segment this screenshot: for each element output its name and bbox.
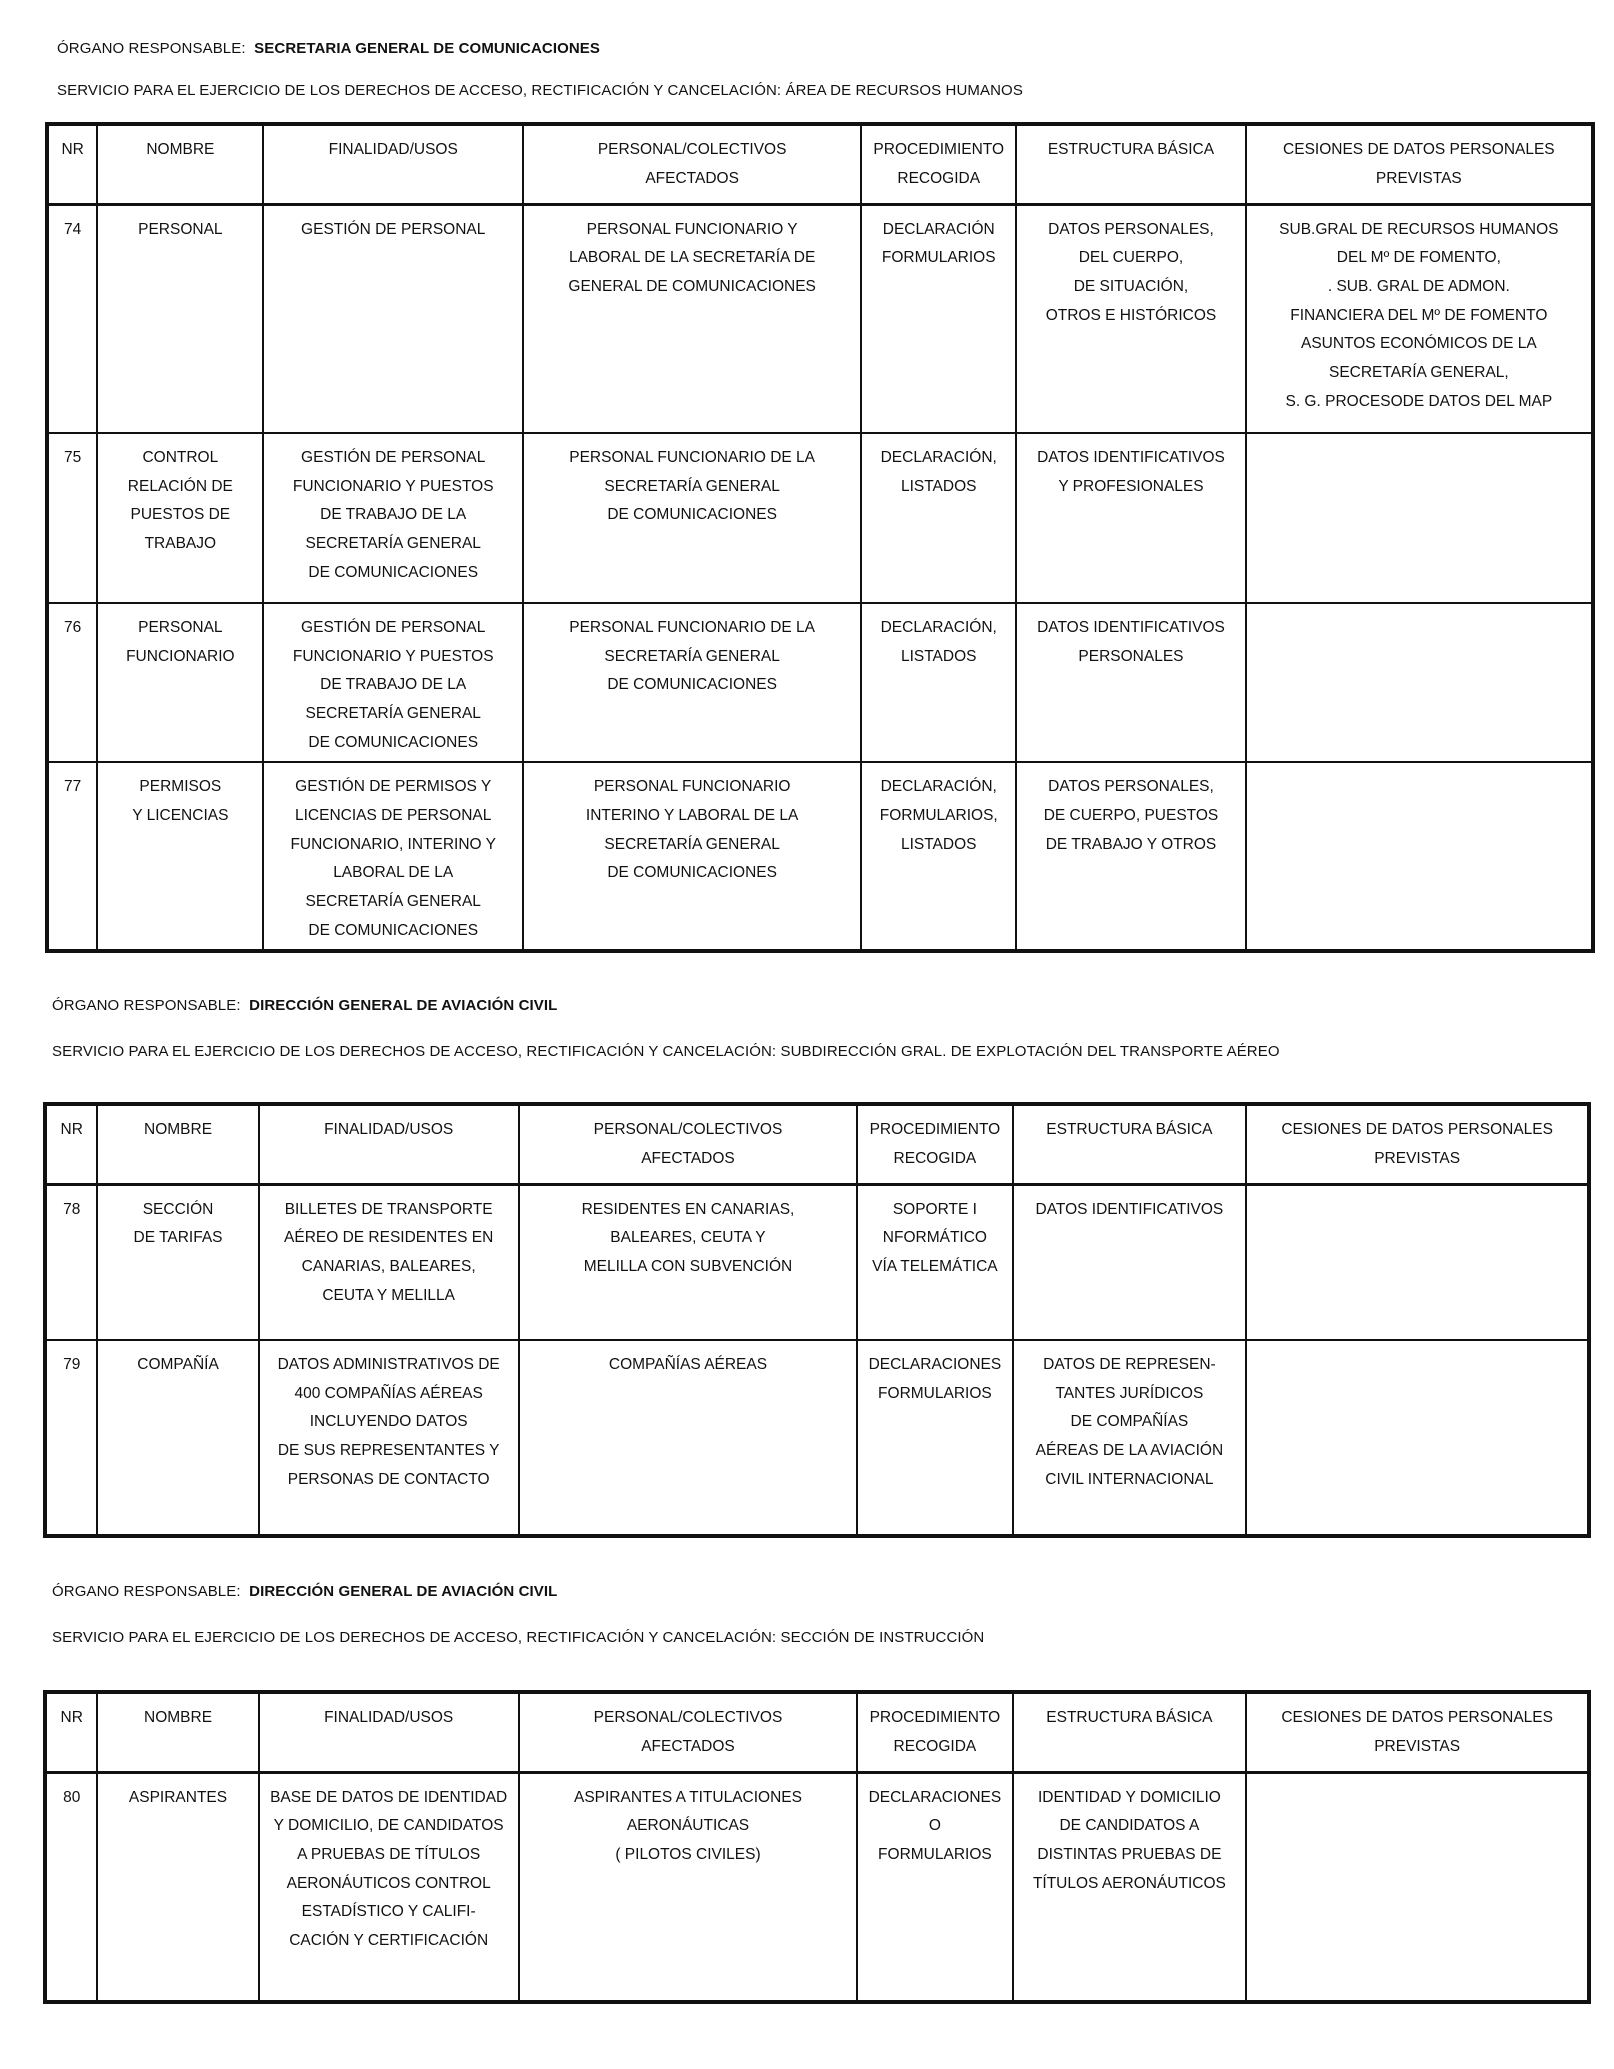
cell-nr: [45, 1340, 97, 1536]
cell-text: FUNCIONARIO, INTERINO Y: [290, 835, 496, 853]
column-header-nombre: [97, 1104, 258, 1184]
header-text: ESTRUCTURA BÁSICA: [1046, 1709, 1213, 1726]
header-text: FINALIDAD/USOS: [328, 141, 458, 158]
cell-text: DE TRABAJO Y OTROS: [1045, 835, 1217, 853]
column-header-finalidad-usos: [263, 124, 523, 204]
cell-text: PERMISOS: [139, 778, 222, 796]
cell-finalidad-usos: [263, 762, 523, 951]
table-row: [47, 204, 1593, 433]
cell-text: GESTIÓN DE PERMISOS Y: [295, 778, 492, 796]
column-header-nr: [45, 1104, 97, 1184]
header-text: NOMBRE: [146, 141, 215, 158]
cell-personal-colectivos: [523, 762, 861, 951]
cell-text: 76: [64, 619, 82, 636]
cell-text: AÉREAS DE LA AVIACIÓN: [1035, 1442, 1224, 1460]
header-text: RECOGIDA: [897, 169, 981, 187]
cell-procedimiento-recogida: [857, 1340, 1012, 1536]
cell-finalidad-usos: [263, 433, 523, 603]
cell-text: SECRETARÍA GENERAL: [305, 705, 481, 723]
header-text: CESIONES DE DATOS PERSONALES: [1281, 1121, 1553, 1138]
cell-estructura-basica: [1013, 1772, 1247, 2002]
header-text: NOMBRE: [144, 1121, 213, 1138]
cell-text: TÍTULOS AERONÁUTICOS: [1032, 1874, 1226, 1892]
cell-nombre: [97, 1772, 258, 2002]
column-header-estructura-basica: [1013, 1104, 1247, 1184]
cell-text: DECLARACIONES: [868, 1788, 1002, 1806]
cell-finalidad-usos: [259, 1340, 519, 1536]
cell-finalidad-usos: [263, 603, 523, 762]
cell-text: DATOS DE REPRESEN-: [1043, 1356, 1216, 1373]
cell-text: DE CUERPO, PUESTOS: [1043, 807, 1219, 825]
cell-text: PERSONAL FUNCIONARIO Y: [586, 220, 798, 238]
header-text: AFECTADOS: [641, 1149, 735, 1167]
header-text: NR: [60, 1121, 83, 1138]
cell-text: TANTES JURÍDICOS: [1055, 1384, 1204, 1402]
column-header-cesiones-datos: [1246, 124, 1593, 204]
cell-nombre: [97, 1184, 258, 1340]
column-header-estructura-basica: [1013, 1692, 1247, 1772]
cell-text: PUESTOS DE: [130, 506, 231, 524]
cell-finalidad-usos: [259, 1184, 519, 1340]
register-table-1: [45, 122, 1595, 953]
table-row: [47, 433, 1593, 603]
cell-text: LICENCIAS DE PERSONAL: [295, 807, 492, 825]
cell-text: GESTIÓN DE PERSONAL: [301, 220, 486, 238]
cell-text: BALEARES, CEUTA Y: [610, 1229, 766, 1247]
column-header-nombre: [97, 1692, 258, 1772]
table-row: [45, 1184, 1589, 1340]
cell-text: PERSONAL: [138, 220, 223, 238]
register-table-2: [43, 1102, 1591, 1538]
cell-text: ASPIRANTES A TITULACIONES: [573, 1788, 802, 1806]
cell-text: FUNCIONARIO Y PUESTOS: [292, 477, 494, 495]
column-header-finalidad-usos: [259, 1104, 519, 1184]
cell-finalidad-usos: [263, 204, 523, 433]
cell-text: ( PILOTOS CIVILES): [615, 1845, 761, 1863]
organo-label: ÓRGANO RESPONSABLE:: [57, 40, 246, 57]
cell-text: SECRETARÍA GENERAL,: [1328, 363, 1509, 381]
cell-text: COMPAÑÍA: [137, 1356, 219, 1373]
cell-text: PERSONALES: [1078, 647, 1184, 665]
cell-cesiones-datos: [1246, 603, 1593, 762]
cell-text: SECCIÓN: [142, 1200, 214, 1218]
cell-text: DATOS IDENTIFICATIVOS: [1037, 449, 1225, 466]
cell-text: IDENTIDAD Y DOMICILIO: [1037, 1788, 1221, 1806]
cell-text: LISTADOS: [900, 477, 977, 495]
cell-text: DEL CUERPO,: [1078, 249, 1184, 267]
cell-text: INCLUYENDO DATOS: [309, 1413, 468, 1431]
servicio-label: SERVICIO PARA EL EJERCICIO DE LOS DERECHOS DE ACCESO, RECTIFICACIÓN Y CANCELACIÓN:: [57, 82, 782, 99]
cell-text: SOPORTE I: [892, 1200, 977, 1218]
cell-text: 74: [64, 220, 82, 238]
table-row: [47, 603, 1593, 762]
cell-text: DE SUS REPRESENTANTES Y: [277, 1442, 500, 1460]
cell-personal-colectivos: [523, 204, 861, 433]
header-text: NOMBRE: [144, 1709, 213, 1726]
organo-value: DIRECCIÓN GENERAL DE AVIACIÓN CIVIL: [249, 1583, 558, 1600]
header-text: RECOGIDA: [893, 1149, 977, 1167]
header-text: CESIONES DE DATOS PERSONALES: [1283, 141, 1555, 158]
organo-label: ÓRGANO RESPONSABLE:: [52, 997, 241, 1014]
cell-text: DATOS IDENTIFICATIVOS: [1037, 619, 1225, 636]
cell-text: 80: [63, 1788, 81, 1806]
cell-procedimiento-recogida: [861, 603, 1016, 762]
cell-text: LABORAL DE LA SECRETARÍA DE: [568, 249, 816, 267]
cell-text: PERSONAL FUNCIONARIO DE LA: [569, 449, 816, 466]
cell-estructura-basica: [1013, 1184, 1247, 1340]
header-text: CESIONES DE DATOS PERSONALES: [1281, 1709, 1553, 1726]
column-header-personal-colectivos: [519, 1692, 858, 1772]
cell-text: OTROS E HISTÓRICOS: [1045, 306, 1217, 324]
organo-value: SECRETARIA GENERAL DE COMUNICACIONES: [254, 40, 601, 57]
cell-personal-colectivos: [523, 433, 861, 603]
cell-nr: [45, 1184, 97, 1340]
cell-text: Y PROFESIONALES: [1058, 477, 1204, 495]
cell-nr: [47, 204, 97, 433]
header-text: PREVISTAS: [1374, 1149, 1461, 1167]
cell-text: FUNCIONARIO Y PUESTOS: [292, 647, 494, 665]
cell-text: COMPAÑÍAS AÉREAS: [608, 1356, 768, 1373]
header-text: ESTRUCTURA BÁSICA: [1047, 141, 1215, 158]
cell-text: GENERAL DE COMUNICACIONES: [568, 277, 816, 295]
servicio-value: SECCIÓN DE INSTRUCCIÓN: [780, 1629, 985, 1646]
header-text: PREVISTAS: [1374, 1737, 1461, 1755]
cell-text: DE COMUNICACIONES: [607, 506, 777, 524]
register-table-3: [43, 1690, 1591, 2004]
cell-nombre: [97, 762, 263, 951]
section-1-organo-line: [57, 40, 600, 57]
cell-nombre: [97, 1340, 258, 1536]
cell-text: DISTINTAS PRUEBAS DE: [1037, 1845, 1222, 1863]
section-1-servicio-line: [57, 82, 1023, 99]
cell-text: DECLARACIÓN,: [880, 778, 997, 796]
table-header-row: [45, 1692, 1589, 1772]
cell-text: LISTADOS: [900, 835, 977, 853]
cell-text: SECRETARÍA GENERAL: [604, 835, 780, 853]
cell-text: A PRUEBAS DE TÍTULOS: [297, 1845, 481, 1863]
cell-text: DE TARIFAS: [133, 1229, 223, 1247]
cell-cesiones-datos: [1246, 433, 1593, 603]
header-text: NR: [61, 141, 84, 158]
cell-procedimiento-recogida: [861, 433, 1016, 603]
cell-text: DE COMPAÑÍAS: [1070, 1413, 1189, 1431]
cell-text: DATOS PERSONALES,: [1048, 778, 1214, 796]
column-header-cesiones-datos: [1246, 1104, 1589, 1184]
cell-nombre: [97, 433, 263, 603]
cell-text: 79: [63, 1356, 81, 1373]
cell-text: LISTADOS: [900, 647, 977, 665]
column-header-procedimiento-recogida: [857, 1692, 1012, 1772]
section-2-servicio-line: [52, 1043, 1280, 1060]
cell-text: FINANCIERA DEL Mº DE FOMENTO: [1290, 306, 1548, 324]
cell-text: DATOS IDENTIFICATIVOS: [1035, 1200, 1224, 1218]
cell-text: NFORMÁTICO: [882, 1229, 987, 1247]
cell-text: GESTIÓN DE PERSONAL: [301, 619, 486, 636]
cell-text: DECLARACIÓN: [882, 220, 995, 238]
cell-text: PERSONAS DE CONTACTO: [287, 1470, 490, 1488]
cell-text: RELACIÓN DE: [127, 477, 233, 495]
cell-cesiones-datos: [1246, 1772, 1589, 2002]
cell-procedimiento-recogida: [861, 762, 1016, 951]
header-text: FINALIDAD/USOS: [324, 1709, 454, 1726]
header-text: PROCEDIMIENTO: [869, 1121, 1001, 1138]
cell-text: DECLARACIÓN,: [880, 449, 997, 466]
cell-text: DE COMUNICACIONES: [308, 733, 479, 751]
cell-text: FORMULARIOS: [881, 249, 996, 267]
cell-text: DE COMUNICACIONES: [308, 563, 479, 581]
section-2-organo-line: [52, 997, 557, 1014]
cell-text: SECRETARÍA GENERAL: [604, 477, 780, 495]
cell-text: DECLARACIÓN,: [880, 619, 997, 636]
cell-text: DE SITUACIÓN,: [1073, 277, 1189, 295]
table-row: [45, 1340, 1589, 1536]
cell-text: AÉREO DE RESIDENTES EN: [284, 1229, 494, 1247]
cell-text: Y DOMICILIO, DE CANDIDATOS: [273, 1817, 504, 1835]
cell-estructura-basica: [1016, 204, 1245, 433]
cell-nr: [47, 433, 97, 603]
cell-procedimiento-recogida: [857, 1772, 1012, 2002]
organo-value: DIRECCIÓN GENERAL DE AVIACIÓN CIVIL: [249, 997, 558, 1014]
cell-text: GESTIÓN DE PERSONAL: [301, 449, 486, 466]
cell-finalidad-usos: [259, 1772, 519, 2002]
cell-nr: [45, 1772, 97, 2002]
cell-text: SECRETARÍA GENERAL: [305, 535, 481, 553]
cell-estructura-basica: [1013, 1340, 1247, 1536]
header-text: PERSONAL/COLECTIVOS: [593, 1709, 783, 1726]
column-header-nr: [45, 1692, 97, 1772]
cell-text: AERONÁUTICAS: [626, 1817, 750, 1835]
section-3-organo-line: [52, 1583, 557, 1600]
cell-text: ASUNTOS ECONÓMICOS DE LA: [1301, 335, 1537, 353]
cell-nr: [47, 603, 97, 762]
cell-text: BILLETES DE TRANSPORTE: [284, 1200, 493, 1218]
cell-text: DEL Mº DE FOMENTO,: [1336, 249, 1501, 267]
column-header-nombre: [97, 124, 263, 204]
cell-text: RESIDENTES EN CANARIAS,: [581, 1200, 795, 1218]
cell-text: 75: [64, 449, 82, 466]
cell-text: . SUB. GRAL DE ADMON.: [1327, 277, 1510, 295]
header-text: RECOGIDA: [893, 1737, 977, 1755]
cell-text: 77: [64, 778, 82, 796]
header-text: PERSONAL/COLECTIVOS: [593, 1121, 783, 1138]
header-text: AFECTADOS: [641, 1737, 735, 1755]
cell-nombre: [97, 603, 263, 762]
header-text: ESTRUCTURA BÁSICA: [1046, 1121, 1213, 1138]
cell-procedimiento-recogida: [861, 204, 1016, 433]
table-row: [47, 762, 1593, 951]
cell-text: VÍA TELEMÁTICA: [872, 1257, 998, 1275]
header-text: PROCEDIMIENTO: [869, 1709, 1001, 1726]
cell-text: ESTADÍSTICO Y CALIFI-: [301, 1903, 476, 1921]
cell-text: DE CANDIDATOS A: [1059, 1817, 1200, 1835]
cell-text: CIVIL INTERNACIONAL: [1045, 1470, 1214, 1488]
cell-cesiones-datos: [1246, 1184, 1589, 1340]
column-header-personal-colectivos: [523, 124, 861, 204]
cell-text: PERSONAL FUNCIONARIO: [593, 778, 791, 796]
servicio-value: ÁREA DE RECURSOS HUMANOS: [785, 82, 1023, 99]
cell-text: FORMULARIOS: [878, 1384, 992, 1402]
header-text: NR: [60, 1709, 83, 1726]
cell-text: INTERINO Y LABORAL DE LA: [585, 807, 799, 825]
header-text: AFECTADOS: [645, 169, 739, 187]
cell-text: DATOS PERSONALES,: [1048, 220, 1214, 238]
cell-text: DE TRABAJO DE LA: [320, 506, 467, 524]
cell-personal-colectivos: [523, 603, 861, 762]
cell-text: PERSONAL FUNCIONARIO DE LA: [569, 619, 816, 636]
cell-estructura-basica: [1016, 433, 1245, 603]
cell-text: O: [928, 1817, 941, 1835]
cell-text: CEUTA Y MELILLA: [322, 1286, 455, 1304]
servicio-label: SERVICIO PARA EL EJERCICIO DE LOS DERECHOS DE ACCESO, RECTIFICACIÓN Y CANCELACIÓN:: [52, 1629, 777, 1646]
cell-cesiones-datos: [1246, 1340, 1589, 1536]
servicio-label: SERVICIO PARA EL EJERCICIO DE LOS DERECHOS DE ACCESO, RECTIFICACIÓN Y CANCELACIÓN:: [52, 1043, 777, 1060]
column-header-finalidad-usos: [259, 1692, 519, 1772]
cell-personal-colectivos: [519, 1772, 858, 2002]
header-text: FINALIDAD/USOS: [324, 1121, 454, 1138]
cell-estructura-basica: [1016, 762, 1245, 951]
cell-text: S. G. PROCESODE DATOS DEL MAP: [1285, 392, 1553, 410]
header-text: PERSONAL/COLECTIVOS: [597, 141, 787, 158]
cell-text: 78: [63, 1200, 81, 1218]
organo-label: ÓRGANO RESPONSABLE:: [52, 1583, 241, 1600]
column-header-estructura-basica: [1016, 124, 1245, 204]
cell-text: MELILLA CON SUBVENCIÓN: [583, 1257, 793, 1275]
servicio-value: SUBDIRECCIÓN GRAL. DE EXPLOTACIÓN DEL TRANSPORTE AÉREO: [780, 1043, 1280, 1060]
cell-estructura-basica: [1016, 603, 1245, 762]
cell-personal-colectivos: [519, 1340, 858, 1536]
cell-text: SECRETARÍA GENERAL: [604, 647, 780, 665]
cell-text: ASPIRANTES: [128, 1788, 228, 1806]
cell-text: AERONÁUTICOS CONTROL: [286, 1874, 491, 1892]
cell-cesiones-datos: [1246, 762, 1593, 951]
cell-text: SUB.GRAL DE RECURSOS HUMANOS: [1279, 220, 1559, 238]
table-header-row: [47, 124, 1593, 204]
cell-text: CACIÓN Y CERTIFICACIÓN: [289, 1931, 489, 1949]
cell-text: FUNCIONARIO: [126, 647, 235, 665]
cell-text: CANARIAS, BALEARES,: [301, 1257, 476, 1275]
column-header-procedimiento-recogida: [857, 1104, 1012, 1184]
column-header-procedimiento-recogida: [861, 124, 1016, 204]
cell-procedimiento-recogida: [857, 1184, 1012, 1340]
header-text: PROCEDIMIENTO: [873, 141, 1005, 158]
cell-text: DE COMUNICACIONES: [607, 676, 777, 694]
cell-nombre: [97, 204, 263, 433]
cell-text: FORMULARIOS,: [879, 807, 998, 825]
cell-text: DE COMUNICACIONES: [607, 864, 777, 882]
cell-text: DECLARACIONES: [868, 1356, 1002, 1373]
table-row: [45, 1772, 1589, 2002]
cell-text: TRABAJO: [144, 535, 217, 553]
cell-cesiones-datos: [1246, 204, 1593, 433]
cell-text: PERSONAL: [138, 619, 223, 636]
header-text: PREVISTAS: [1375, 169, 1462, 187]
cell-text: DE COMUNICACIONES: [308, 921, 479, 939]
cell-nr: [47, 762, 97, 951]
cell-text: Y LICENCIAS: [132, 807, 229, 825]
table-header-row: [45, 1104, 1589, 1184]
cell-text: SECRETARÍA GENERAL: [305, 893, 481, 911]
cell-text: CONTROL: [142, 449, 219, 466]
cell-text: 400 COMPAÑÍAS AÉREAS: [294, 1384, 483, 1402]
cell-text: DATOS ADMINISTRATIVOS DE: [277, 1356, 500, 1373]
cell-text: FORMULARIOS: [878, 1845, 992, 1863]
column-header-personal-colectivos: [519, 1104, 858, 1184]
column-header-nr: [47, 124, 97, 204]
cell-text: BASE DE DATOS DE IDENTIDAD: [270, 1788, 508, 1806]
cell-personal-colectivos: [519, 1184, 858, 1340]
section-3-servicio-line: [52, 1629, 984, 1646]
column-header-cesiones-datos: [1246, 1692, 1589, 1772]
cell-text: LABORAL DE LA: [333, 864, 454, 882]
cell-text: DE TRABAJO DE LA: [320, 676, 467, 694]
